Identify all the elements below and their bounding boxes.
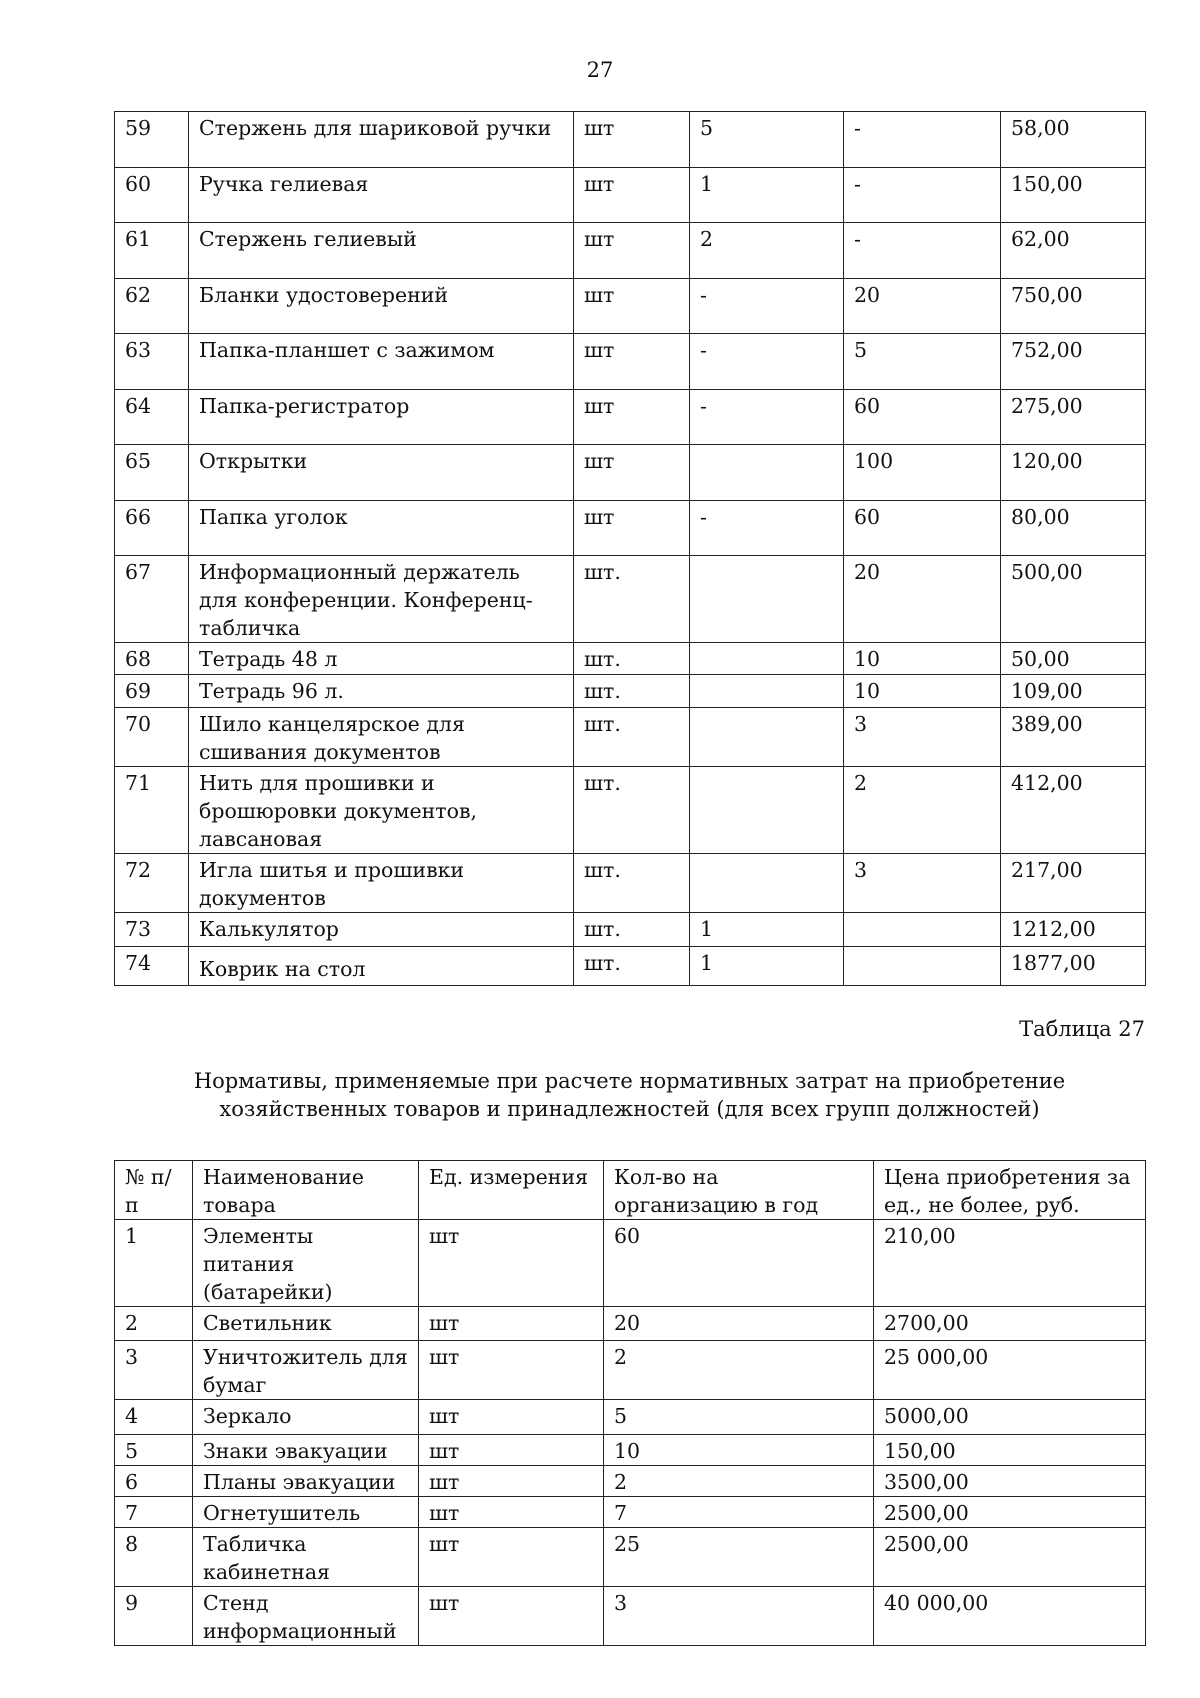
price: 1877,00 — [1001, 947, 1146, 986]
qty-1: - — [690, 334, 844, 390]
row-number: 73 — [115, 913, 189, 947]
price: 3500,00 — [874, 1466, 1146, 1497]
table-caption: Таблица 27 — [1019, 1017, 1145, 1041]
table-row — [115, 913, 1146, 947]
item-name: Нить для прошивки и брошюровки документов, лавсановая — [189, 767, 574, 854]
table-row — [115, 1341, 1146, 1400]
unit: шт — [419, 1528, 604, 1587]
qty-1 — [690, 556, 844, 643]
unit: шт — [419, 1587, 604, 1646]
price: 58,00 — [1001, 112, 1146, 168]
table-row — [115, 279, 1146, 334]
row-number: 60 — [115, 168, 189, 223]
table-row — [115, 1497, 1146, 1528]
row-number: 9 — [115, 1587, 193, 1646]
unit: шт — [574, 390, 690, 445]
qty-1 — [690, 708, 844, 767]
qty-2: 3 — [844, 708, 1001, 767]
qty-1: 5 — [690, 112, 844, 168]
item-name: Папка-планшет с зажимом — [189, 334, 574, 390]
item-name: Папка уголок — [189, 501, 574, 556]
unit: шт — [574, 445, 690, 501]
price: 2700,00 — [874, 1307, 1146, 1341]
unit: шт. — [574, 708, 690, 767]
unit: шт. — [574, 675, 690, 708]
table-row — [115, 1466, 1146, 1497]
row-number: 68 — [115, 643, 189, 675]
qty-2: 5 — [844, 334, 1001, 390]
unit: шт. — [574, 854, 690, 913]
item-name: Огнетушитель — [193, 1497, 419, 1528]
qty: 2 — [604, 1466, 874, 1497]
qty: 60 — [604, 1220, 874, 1307]
price: 62,00 — [1001, 223, 1146, 279]
qty-2: 60 — [844, 501, 1001, 556]
qty-1: 2 — [690, 223, 844, 279]
qty-2: - — [844, 168, 1001, 223]
qty-2: - — [844, 223, 1001, 279]
supplies-table-continued — [114, 111, 1146, 986]
row-number: 67 — [115, 556, 189, 643]
qty-1 — [690, 445, 844, 501]
row-number: 71 — [115, 767, 189, 854]
price: 412,00 — [1001, 767, 1146, 854]
price: 750,00 — [1001, 279, 1146, 334]
qty-2: 2 — [844, 767, 1001, 854]
price: 210,00 — [874, 1220, 1146, 1307]
item-name: Знаки эвакуации — [193, 1435, 419, 1466]
price: 150,00 — [874, 1435, 1146, 1466]
qty-2: 20 — [844, 556, 1001, 643]
qty-1: - — [690, 390, 844, 445]
qty-1: 1 — [690, 168, 844, 223]
row-number: 59 — [115, 112, 189, 168]
table-row — [115, 556, 1146, 643]
table-row — [115, 1307, 1146, 1341]
qty-1: 1 — [690, 913, 844, 947]
qty-2 — [844, 947, 1001, 986]
price: 109,00 — [1001, 675, 1146, 708]
qty: 7 — [604, 1497, 874, 1528]
row-number: 2 — [115, 1307, 193, 1341]
unit: шт — [419, 1341, 604, 1400]
qty-1: 1 — [690, 947, 844, 986]
row-number: 1 — [115, 1220, 193, 1307]
household-goods-table — [114, 1160, 1146, 1646]
price: 2500,00 — [874, 1528, 1146, 1587]
row-number: 70 — [115, 708, 189, 767]
table-row — [115, 390, 1146, 445]
qty-2: 10 — [844, 675, 1001, 708]
table-header-row — [115, 1161, 1146, 1220]
item-name: Стенд информационный — [193, 1587, 419, 1646]
table-row — [115, 947, 1146, 986]
row-number: 62 — [115, 279, 189, 334]
row-number: 4 — [115, 1400, 193, 1435]
price: 1212,00 — [1001, 913, 1146, 947]
price: 217,00 — [1001, 854, 1146, 913]
table-row — [115, 112, 1146, 168]
item-name: Информационный держатель для конференции. Конференц-табличка — [189, 556, 574, 643]
price: 50,00 — [1001, 643, 1146, 675]
item-name: Шило канцелярское для сшивания документов — [189, 708, 574, 767]
unit: шт. — [574, 643, 690, 675]
qty: 25 — [604, 1528, 874, 1587]
item-name: Игла шитья и прошивки документов — [189, 854, 574, 913]
unit: шт — [419, 1497, 604, 1528]
row-number: 69 — [115, 675, 189, 708]
item-name: Табличка кабинетная — [193, 1528, 419, 1587]
unit: шт — [574, 501, 690, 556]
table-row — [115, 223, 1146, 279]
price: 275,00 — [1001, 390, 1146, 445]
qty-2: 100 — [844, 445, 1001, 501]
item-name: Стержень для шариковой ручки — [189, 112, 574, 168]
unit: шт — [574, 168, 690, 223]
qty-1: - — [690, 501, 844, 556]
unit: шт — [419, 1307, 604, 1341]
row-number: 65 — [115, 445, 189, 501]
qty-1 — [690, 854, 844, 913]
item-name: Коврик на стол — [189, 947, 574, 986]
qty-2: - — [844, 112, 1001, 168]
item-name: Папка-регистратор — [189, 390, 574, 445]
row-number: 74 — [115, 947, 189, 986]
qty-2: 10 — [844, 643, 1001, 675]
item-name: Элементы питания (батарейки) — [193, 1220, 419, 1307]
item-name: Тетрадь 48 л — [189, 643, 574, 675]
qty-1 — [690, 767, 844, 854]
table-row — [115, 767, 1146, 854]
table-row — [115, 643, 1146, 675]
qty: 20 — [604, 1307, 874, 1341]
table-title: Нормативы, применяемые при расчете нормативных затрат на приобретение хозяйственных товаров и принадлежностей (для всех групп должностей) — [193, 1069, 1066, 1121]
table-row — [115, 708, 1146, 767]
unit: шт — [574, 279, 690, 334]
item-name: Уничтожитель для бумаг — [193, 1341, 419, 1400]
header-price: Цена приобретения за ед., не более, руб. — [874, 1161, 1146, 1220]
table-row — [115, 675, 1146, 708]
item-name: Стержень гелиевый — [189, 223, 574, 279]
table-row — [115, 1435, 1146, 1466]
unit: шт — [419, 1400, 604, 1435]
item-name: Планы эвакуации — [193, 1466, 419, 1497]
supplies-table-body — [115, 112, 1146, 986]
unit: шт. — [574, 913, 690, 947]
page-number: 27 — [586, 58, 614, 82]
table-row — [115, 334, 1146, 390]
table-row — [115, 1400, 1146, 1435]
unit: шт — [419, 1435, 604, 1466]
table-row — [115, 1587, 1146, 1646]
item-name: Ручка гелиевая — [189, 168, 574, 223]
qty-2: 20 — [844, 279, 1001, 334]
table-row — [115, 501, 1146, 556]
table-row — [115, 168, 1146, 223]
price: 80,00 — [1001, 501, 1146, 556]
price: 500,00 — [1001, 556, 1146, 643]
unit: шт — [574, 223, 690, 279]
qty: 5 — [604, 1400, 874, 1435]
qty: 3 — [604, 1587, 874, 1646]
price: 120,00 — [1001, 445, 1146, 501]
item-name: Зеркало — [193, 1400, 419, 1435]
row-number: 3 — [115, 1341, 193, 1400]
row-number: 72 — [115, 854, 189, 913]
unit: шт — [574, 112, 690, 168]
table-row — [115, 854, 1146, 913]
item-name: Бланки удостоверений — [189, 279, 574, 334]
header-unit: Ед. измерения — [419, 1161, 604, 1220]
row-number: 7 — [115, 1497, 193, 1528]
unit: шт. — [574, 767, 690, 854]
price: 2500,00 — [874, 1497, 1146, 1528]
item-name: Открытки — [189, 445, 574, 501]
row-number: 61 — [115, 223, 189, 279]
row-number: 8 — [115, 1528, 193, 1587]
qty: 2 — [604, 1341, 874, 1400]
table-row — [115, 445, 1146, 501]
table-row — [115, 1528, 1146, 1587]
qty-1: - — [690, 279, 844, 334]
qty-2 — [844, 913, 1001, 947]
row-number: 5 — [115, 1435, 193, 1466]
price: 752,00 — [1001, 334, 1146, 390]
price: 5000,00 — [874, 1400, 1146, 1435]
table-row — [115, 1220, 1146, 1307]
item-name: Светильник — [193, 1307, 419, 1341]
header-qty: Кол-во на организацию в год — [604, 1161, 874, 1220]
price: 40 000,00 — [874, 1587, 1146, 1646]
qty-1 — [690, 675, 844, 708]
row-number: 6 — [115, 1466, 193, 1497]
unit: шт. — [574, 947, 690, 986]
price: 389,00 — [1001, 708, 1146, 767]
qty-2: 3 — [844, 854, 1001, 913]
header-name: Наименование товара — [193, 1161, 419, 1220]
unit: шт — [419, 1220, 604, 1307]
header-num: № п/п — [115, 1161, 193, 1220]
qty-1 — [690, 643, 844, 675]
unit: шт — [419, 1466, 604, 1497]
qty-2: 60 — [844, 390, 1001, 445]
row-number: 63 — [115, 334, 189, 390]
row-number: 66 — [115, 501, 189, 556]
price: 150,00 — [1001, 168, 1146, 223]
unit: шт. — [574, 556, 690, 643]
qty: 10 — [604, 1435, 874, 1466]
row-number: 64 — [115, 390, 189, 445]
item-name: Тетрадь 96 л. — [189, 675, 574, 708]
item-name: Калькулятор — [189, 913, 574, 947]
price: 25 000,00 — [874, 1341, 1146, 1400]
unit: шт — [574, 334, 690, 390]
